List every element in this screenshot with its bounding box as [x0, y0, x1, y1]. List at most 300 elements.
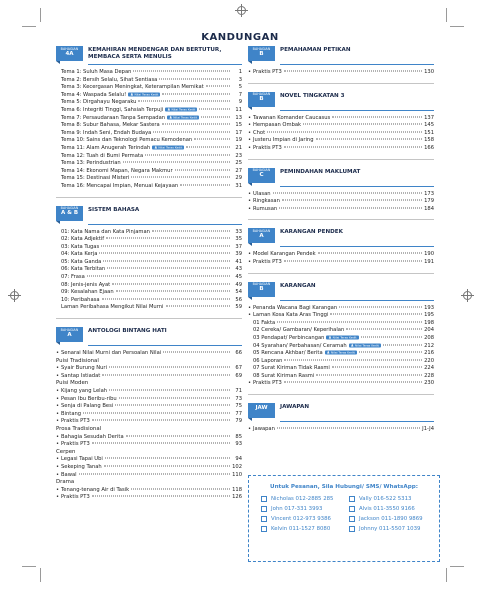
- section-divider: [56, 318, 242, 319]
- toc-entry[interactable]: [56, 69, 242, 77]
- dot-leader: [109, 367, 230, 368]
- dot-leader: [145, 154, 230, 155]
- toc-entry[interactable]: [56, 289, 242, 297]
- toc-entry[interactable]: [248, 191, 434, 199]
- toc-entry[interactable]: [56, 411, 242, 419]
- entry-title: Chot: [253, 129, 266, 136]
- toc-entry[interactable]: [248, 426, 434, 434]
- contact-list: [261, 496, 433, 532]
- dot-leader: [103, 260, 230, 261]
- entry-title: 09: Kesalahan Ejaan: [61, 289, 114, 296]
- page-number: 54: [235, 289, 242, 296]
- page-number: 49: [235, 281, 242, 288]
- page-number: 67: [235, 365, 242, 372]
- toc-entry[interactable]: [248, 145, 434, 153]
- entry-title: Tema 15: Destinasi Misteri: [61, 175, 130, 182]
- dot-leader: [119, 397, 230, 398]
- page-number: 193: [424, 304, 434, 311]
- toc-entry[interactable]: [56, 304, 242, 312]
- entry-title: Tema 5: Dirgahayu Negaraku: [61, 99, 137, 106]
- badge-code: A & B: [60, 210, 79, 217]
- entry-title: Praktis PT3: [253, 258, 282, 265]
- person-icon: ♟: [167, 107, 171, 112]
- dot-leader: [383, 344, 422, 345]
- section-header: [248, 90, 434, 112]
- toc-entry[interactable]: [248, 327, 434, 335]
- toc-entry[interactable]: [56, 365, 242, 373]
- page-number: 195: [424, 312, 434, 319]
- contact-title: Untuk Pesanan, Sila Hubungi/ SMS/ WhatsApp:: [270, 484, 418, 490]
- toc-entry[interactable]: [56, 396, 242, 404]
- toc-entry[interactable]: [56, 229, 242, 237]
- entry-title: 01: Kata Nama dan Kata Pinjaman: [61, 228, 150, 235]
- entry-title: Kijang yang Lelah: [61, 388, 108, 394]
- page-number: 19: [235, 137, 242, 144]
- badge-label: Nilai Teras Kedit: [332, 335, 357, 340]
- toc-entry[interactable]: [56, 274, 242, 282]
- toc-section: [56, 325, 242, 502]
- entry-title: Praktis PT3: [61, 441, 90, 448]
- section-header: [248, 226, 434, 248]
- entry-title: Tema 2: Bersih Selalu, Sihat Sentiasa: [61, 76, 158, 83]
- dot-leader: [126, 435, 230, 436]
- crop-mark: [450, 566, 464, 567]
- page-number: 94: [235, 456, 242, 463]
- toc-section: [56, 44, 242, 191]
- entry-title: 06: Kata Terbitan: [61, 266, 106, 273]
- entry-title: Praktis PT3: [253, 144, 282, 151]
- entry-list: [248, 305, 434, 389]
- page-number: 21: [235, 144, 242, 151]
- bullet-icon: •: [56, 441, 60, 448]
- toc-entry[interactable]: [56, 350, 242, 358]
- page-number: 13: [235, 114, 242, 121]
- page-number: 118: [232, 486, 242, 493]
- toc-entry[interactable]: [56, 388, 242, 396]
- section-divider: [248, 394, 434, 395]
- contact-text: Vally 016-522 5313: [359, 496, 412, 502]
- crop-mark: [450, 26, 464, 27]
- entry-title: Ulasan: [253, 190, 271, 197]
- bullet-icon: •: [248, 258, 252, 265]
- dot-leader: [330, 314, 422, 315]
- dot-leader: [303, 124, 422, 125]
- entry-title: 05 Rencana Akhbar/ Berita: [253, 350, 323, 357]
- page-number: 184: [424, 205, 434, 212]
- entry-title: Model Karangan Pendek: [253, 251, 316, 258]
- toc-entry[interactable]: [248, 312, 434, 320]
- registration-mark-icon: [463, 291, 472, 300]
- bahagian-badge: [248, 282, 275, 297]
- contact-text: Vincent 012-973 9386: [271, 516, 331, 522]
- contact-text: Johnny 011-5507 1039: [359, 526, 421, 532]
- toc-entry[interactable]: [56, 494, 242, 502]
- toc-entry[interactable]: [56, 266, 242, 274]
- toc-entry[interactable]: [248, 259, 434, 267]
- section-underline: [280, 246, 434, 247]
- toc-entry[interactable]: [56, 456, 242, 464]
- page-number: 79: [235, 418, 242, 425]
- toc-entry[interactable]: [56, 282, 242, 290]
- toc-entry[interactable]: [248, 373, 434, 381]
- toc-entry[interactable]: [56, 77, 242, 85]
- badge-code: A: [67, 331, 72, 338]
- dot-leader: [273, 192, 422, 193]
- entry-title: Jawapan: [253, 426, 275, 433]
- nilai-teras-badge: [167, 115, 199, 119]
- page-number: 17: [235, 129, 242, 136]
- dot-leader: [102, 298, 230, 299]
- toc-entry[interactable]: [248, 320, 434, 328]
- page-number: 190: [424, 251, 434, 258]
- contact-text: Kelvin 011-1527 8080: [271, 526, 331, 532]
- bahagian-badge: [248, 403, 275, 418]
- page-number: 158: [424, 137, 434, 144]
- badge-code: JAW: [255, 404, 268, 411]
- page-number: 126: [232, 494, 242, 501]
- page-number: 75: [235, 403, 242, 410]
- bahagian-badge: [56, 206, 83, 221]
- entry-title: Rumusan: [253, 205, 278, 212]
- section-underline: [88, 64, 242, 65]
- page-number: 137: [424, 114, 434, 121]
- bullet-icon: •: [56, 403, 60, 410]
- section-underline: [280, 64, 434, 65]
- toc-entry[interactable]: [56, 487, 242, 495]
- page-number: 77: [235, 410, 242, 417]
- toc-entry[interactable]: [56, 84, 242, 92]
- section-title: KEMAHIRAN MENDENGAR DAN BERTUTUR, MEMBACA SERTA MENULIS: [88, 47, 222, 60]
- page-number: 27: [235, 167, 242, 174]
- toc-entry[interactable]: [56, 464, 242, 472]
- section-title: PEMAHAMAN PETIKAN: [280, 47, 351, 53]
- bullet-icon: •: [248, 251, 252, 258]
- toc-entry[interactable]: [56, 137, 242, 145]
- bullet-icon: •: [56, 410, 60, 417]
- dot-leader: [277, 428, 420, 429]
- toc-entry[interactable]: [56, 175, 242, 183]
- toc-entry[interactable]: [248, 251, 434, 259]
- entry-title: 08 Surat Kiriman Rasmi: [253, 372, 315, 379]
- nilai-teras-badge: [325, 351, 357, 355]
- entry-title: Laman Peribahasa Mengikut Nilai Murni: [61, 304, 164, 311]
- checkbox-icon: [349, 526, 355, 532]
- toc-section: [248, 90, 434, 153]
- bahagian-badge: [56, 327, 83, 342]
- entry-title: Tema 1: Suluh Masa Depan: [61, 69, 132, 75]
- toc-entry[interactable]: [56, 434, 242, 442]
- toc-entry[interactable]: [248, 130, 434, 138]
- dot-leader: [162, 93, 230, 94]
- page-number: 130: [424, 69, 434, 75]
- page-number: 35: [235, 236, 242, 243]
- toc-entry[interactable]: [56, 251, 242, 259]
- subsection-heading: Puisi Moden: [56, 380, 89, 387]
- page-number: 151: [424, 129, 434, 136]
- right-column: [248, 44, 434, 434]
- dot-leader: [201, 116, 230, 117]
- page-number: 173: [424, 190, 434, 197]
- entry-title: 04 Syarahan/ Perbahasan/ Ceramah: [253, 342, 347, 349]
- page-number: 73: [235, 395, 242, 402]
- bahagian-badge: [248, 46, 275, 61]
- entry-title: 06 Laporan: [253, 357, 283, 364]
- page-number: 3: [238, 76, 242, 83]
- toc-entry[interactable]: [56, 99, 242, 107]
- entry-title: Tema 8: Subur Bahasa, Mekar Sastera: [61, 122, 160, 129]
- page-number: 39: [235, 251, 242, 258]
- dot-leader: [359, 352, 422, 353]
- toc-entry[interactable]: [56, 259, 242, 267]
- page-number: 11: [235, 106, 242, 113]
- dot-leader: [267, 131, 422, 132]
- page-number: 208: [424, 334, 434, 341]
- toc-entry[interactable]: [56, 145, 242, 153]
- bullet-icon: •: [248, 114, 252, 121]
- crop-mark: [22, 26, 36, 27]
- entry-title: Legasi Tapai Ubi: [61, 456, 103, 463]
- dot-leader: [346, 329, 422, 330]
- badge-label: Nilai Teras Kedit: [171, 107, 196, 112]
- dot-leader: [180, 184, 230, 185]
- toc-entry[interactable]: [56, 472, 242, 480]
- toc-entry[interactable]: [248, 137, 434, 145]
- dot-leader: [166, 306, 231, 307]
- page-number: 228: [424, 372, 434, 379]
- toc-section: [56, 204, 242, 313]
- toc-entry[interactable]: [248, 206, 434, 214]
- toc-entry[interactable]: [56, 115, 242, 123]
- entry-title: Hempasan Ombak: [253, 122, 302, 129]
- toc-entry[interactable]: [248, 380, 434, 388]
- nilai-teras-badge: [326, 335, 358, 339]
- page-number: 1: [238, 69, 242, 75]
- page-number: 85: [235, 433, 242, 440]
- toc-entry[interactable]: [248, 198, 434, 206]
- bullet-icon: •: [56, 486, 60, 493]
- nilai-teras-badge: [128, 92, 160, 96]
- toc-entry[interactable]: [56, 183, 242, 191]
- bahagian-badge: [248, 92, 275, 107]
- toc-entry[interactable]: [248, 343, 434, 351]
- nilai-teras-badge: [349, 343, 381, 347]
- page-number: 69: [235, 372, 242, 379]
- dot-leader: [104, 465, 230, 466]
- section-title: ANTOLOGI BINTANG HATI: [88, 328, 167, 335]
- page-number: 31: [235, 182, 242, 189]
- contact-text: John 017-331 3993: [271, 506, 323, 512]
- toc-entry[interactable]: [56, 168, 242, 176]
- page-number: 45: [235, 274, 242, 281]
- toc-entry[interactable]: [248, 350, 434, 358]
- entry-title: Tema 6: Integriti Tinggi, Sahsiah Terpuji: [61, 106, 164, 113]
- toc-entry[interactable]: [56, 92, 242, 100]
- toc-entry[interactable]: [248, 115, 434, 123]
- bullet-icon: •: [248, 129, 252, 136]
- entry-title: Santap Istiadat: [61, 372, 101, 379]
- dot-leader: [361, 336, 422, 337]
- dot-leader: [99, 253, 230, 254]
- page-title: KANDUNGAN: [201, 32, 279, 43]
- dot-leader: [332, 116, 422, 117]
- page-number: 145: [424, 122, 434, 129]
- entry-list: [248, 426, 434, 434]
- toc-entry[interactable]: [248, 358, 434, 366]
- badge-code: B: [259, 286, 264, 293]
- dot-leader: [175, 169, 230, 170]
- entry-title: Syair Burung Nuri: [61, 365, 108, 372]
- toc-entry[interactable]: [248, 335, 434, 343]
- toc-entry[interactable]: [56, 130, 242, 138]
- entry-title: Tema 7: Persaudaraan Tanpa Sempadan: [61, 114, 166, 121]
- person-icon: ♟: [326, 350, 330, 355]
- bullet-icon: •: [248, 69, 252, 75]
- entry-title: Praktis PT3: [61, 418, 90, 425]
- page-number: 102: [232, 463, 242, 470]
- dot-leader: [109, 390, 230, 391]
- dot-leader: [284, 382, 422, 383]
- page-number: J1-J4: [422, 426, 434, 433]
- page-number: 23: [235, 152, 242, 159]
- dot-leader: [102, 374, 230, 375]
- badge-top: BAHAGIAN: [60, 46, 79, 51]
- bullet-icon: •: [248, 144, 252, 151]
- entry-title: Penanda Wacana Bagi Karangan: [253, 304, 338, 311]
- toc-entry[interactable]: [56, 122, 242, 130]
- section-underline: [88, 345, 242, 346]
- page-number: 220: [424, 357, 434, 364]
- badge-code: A: [259, 233, 264, 240]
- contact-box: [248, 475, 440, 562]
- section-header: [56, 204, 242, 226]
- dot-leader: [206, 86, 230, 87]
- page-number: 29: [235, 175, 242, 182]
- section-header: [248, 401, 434, 423]
- entry-title: Tema 3: Kecergasan Meningkat, Keterampilan Memikat: [61, 84, 204, 91]
- badge-label: Nilai Teras Kedit: [134, 92, 159, 97]
- entry-list: [248, 191, 434, 214]
- bahagian-badge: [248, 228, 275, 243]
- toc-entry[interactable]: [248, 365, 434, 373]
- person-icon: ♟: [154, 145, 158, 150]
- checkbox-icon: [349, 516, 355, 522]
- dot-leader: [92, 496, 230, 497]
- section-divider: [56, 197, 242, 198]
- page-number: 25: [235, 160, 242, 167]
- dot-leader: [199, 108, 230, 109]
- section-underline: [280, 186, 434, 187]
- dot-leader: [133, 71, 230, 72]
- badge-top: BAHAGIAN: [60, 206, 79, 210]
- entry-title: Sekeping Tanah: [61, 463, 102, 470]
- dot-leader: [131, 177, 230, 178]
- checkbox-icon: [349, 506, 355, 512]
- subsection-heading: Puisi Tradisional: [56, 357, 99, 364]
- entry-list: [56, 350, 242, 502]
- checkbox-icon: [261, 516, 267, 522]
- dot-leader: [316, 139, 423, 140]
- dot-leader: [277, 321, 422, 322]
- bullet-icon: •: [56, 494, 60, 501]
- page-number: 224: [424, 365, 434, 372]
- dot-leader: [107, 268, 230, 269]
- entry-title: Laman Kosa Kata Aras Tinggi: [253, 312, 329, 319]
- entry-title: 10: Peribahasa: [61, 296, 100, 303]
- entry-title: Senarai Nilai Murni dan Persoalan Nilai: [61, 350, 162, 357]
- contact-text: Alvis 011-3550 9166: [359, 506, 415, 512]
- dot-leader: [339, 306, 422, 307]
- entry-title: Tema 11: Alam Anugerah Terindah: [61, 144, 151, 151]
- page-number: 7: [238, 91, 242, 98]
- section-title: JAWAPAN: [280, 404, 310, 411]
- section-title: SISTEM BAHASA: [88, 206, 140, 213]
- page-number: 5: [238, 84, 242, 91]
- entry-list: [56, 69, 242, 191]
- entry-title: Tema 10: Sains dan Teknologi Pemacu Kemodenan: [61, 137, 193, 144]
- page-number: 110: [232, 471, 242, 478]
- badge-label: Nilai Teras Kedit: [173, 115, 198, 120]
- toc-entry[interactable]: [56, 236, 242, 244]
- entry-title: Pesan Ibu Beribu-ribu: [61, 395, 117, 402]
- contact-text: Jackson 011-1890 9869: [359, 516, 423, 522]
- toc-entry[interactable]: [56, 297, 242, 305]
- subsection-heading: Cerpen: [56, 448, 76, 455]
- bullet-icon: •: [248, 137, 252, 144]
- dot-leader: [92, 443, 230, 444]
- entry-title: 01 Fakta: [253, 319, 276, 326]
- dot-leader: [92, 420, 230, 421]
- bullet-icon: •: [56, 418, 60, 425]
- entry-list: [248, 115, 434, 153]
- toc-entry[interactable]: [56, 373, 242, 381]
- toc-entry[interactable]: [248, 305, 434, 313]
- left-column: [56, 44, 242, 502]
- entry-title: Justeru Impian di Jaring: [253, 137, 314, 144]
- dot-leader: [279, 207, 422, 208]
- person-icon: ♟: [350, 343, 354, 347]
- bullet-icon: •: [56, 456, 60, 463]
- entry-title: 04: Kata Kerja: [61, 251, 98, 258]
- toc-entry[interactable]: [56, 244, 242, 252]
- contact-item: [261, 526, 345, 532]
- section-header: [56, 325, 242, 347]
- toc-entry[interactable]: [56, 418, 242, 426]
- bullet-icon: •: [56, 372, 60, 379]
- contact-item: [261, 506, 345, 512]
- toc-entry[interactable]: [56, 441, 242, 449]
- entry-title: Praktis PT3: [253, 380, 282, 387]
- dot-leader: [284, 71, 422, 72]
- nilai-teras-badge: [152, 145, 184, 149]
- contact-item: [349, 506, 433, 512]
- bullet-icon: •: [56, 471, 60, 478]
- person-icon: ♟: [130, 92, 134, 97]
- dot-leader: [159, 78, 230, 79]
- toc-entry[interactable]: [56, 403, 242, 411]
- page-number: 216: [424, 350, 434, 357]
- toc-section: [248, 44, 434, 77]
- checkbox-icon: [261, 526, 267, 532]
- contact-item: [261, 516, 345, 522]
- toc-entry[interactable]: [248, 69, 434, 77]
- toc-entry[interactable]: [56, 107, 242, 115]
- toc-entry[interactable]: [56, 153, 242, 161]
- badge-top: BAHAGIAN: [252, 46, 271, 51]
- toc-entry[interactable]: [248, 122, 434, 130]
- entry-title: 02 Cereka/ Gambaran/ Keperihalan: [253, 327, 345, 334]
- toc-entry[interactable]: [56, 160, 242, 168]
- bullet-icon: •: [56, 350, 60, 357]
